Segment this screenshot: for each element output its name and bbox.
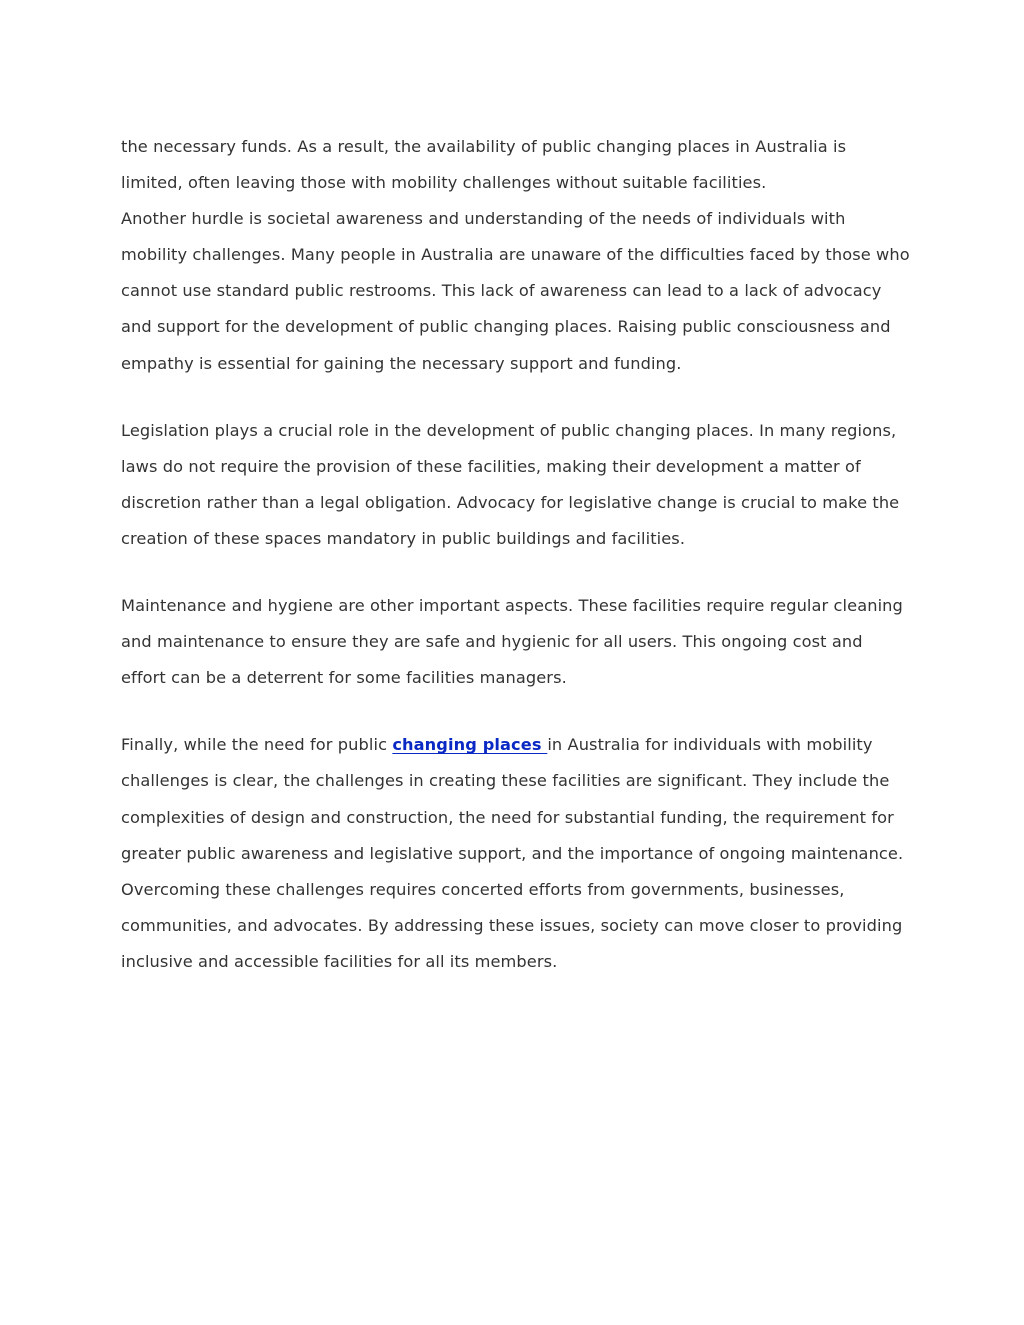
- conclusion-text-end: in Australia for individuals with mobility challenges is clear, the challenges in creating these facilities are significant. They include the complexities of design and construction, the need for substantial funding, the requirement for greater public awareness and legislative support, and the importance of ongoing maintenance. Overcoming these challenges requires concerted efforts from governments, businesses, communities, and advocates. By addressing these issues, society can move closer to providing inclusive and accessible facilities for all its members.: [121, 735, 904, 971]
- paragraph-maintenance: Maintenance and hygiene are other important aspects. These facilities require regular cleaning and maintenance to ensure they are safe and hygienic for all users. This ongoing cost and effort can be a deterrent for some facilities managers.: [121, 596, 903, 688]
- paragraph-legislation: Legislation plays a crucial role in the development of public changing places. In many regions, laws do not require the provision of these facilities, making their development a matter of discretion rather than a legal obligation. Advocacy for legislative change is crucial to make the creation of these spaces mandatory in public buildings and facilities.: [121, 420, 900, 548]
- conclusion-text-start: Finally, while the need for public: [121, 735, 393, 755]
- paragraph-funding: the necessary funds. As a result, the availability of public changing places in Australia is limited, often leaving those with mobility challenges without suitable facilities.: [121, 137, 847, 193]
- document-body: [121, 129, 911, 980]
- paragraph-conclusion: [121, 727, 911, 980]
- paragraph-awareness: Another hurdle is societal awareness and understanding of the needs of individuals with mobility challenges. Many people in Australia are unaware of the difficulties faced by those who cannot use standard public restrooms. This lack of awareness can lead to a lack of advocacy and support for the development of public changing places. Raising public consciousness and empathy is essential for gaining the necessary support and funding.: [121, 209, 910, 373]
- changing-places-link[interactable]: changing places: [392, 735, 548, 755]
